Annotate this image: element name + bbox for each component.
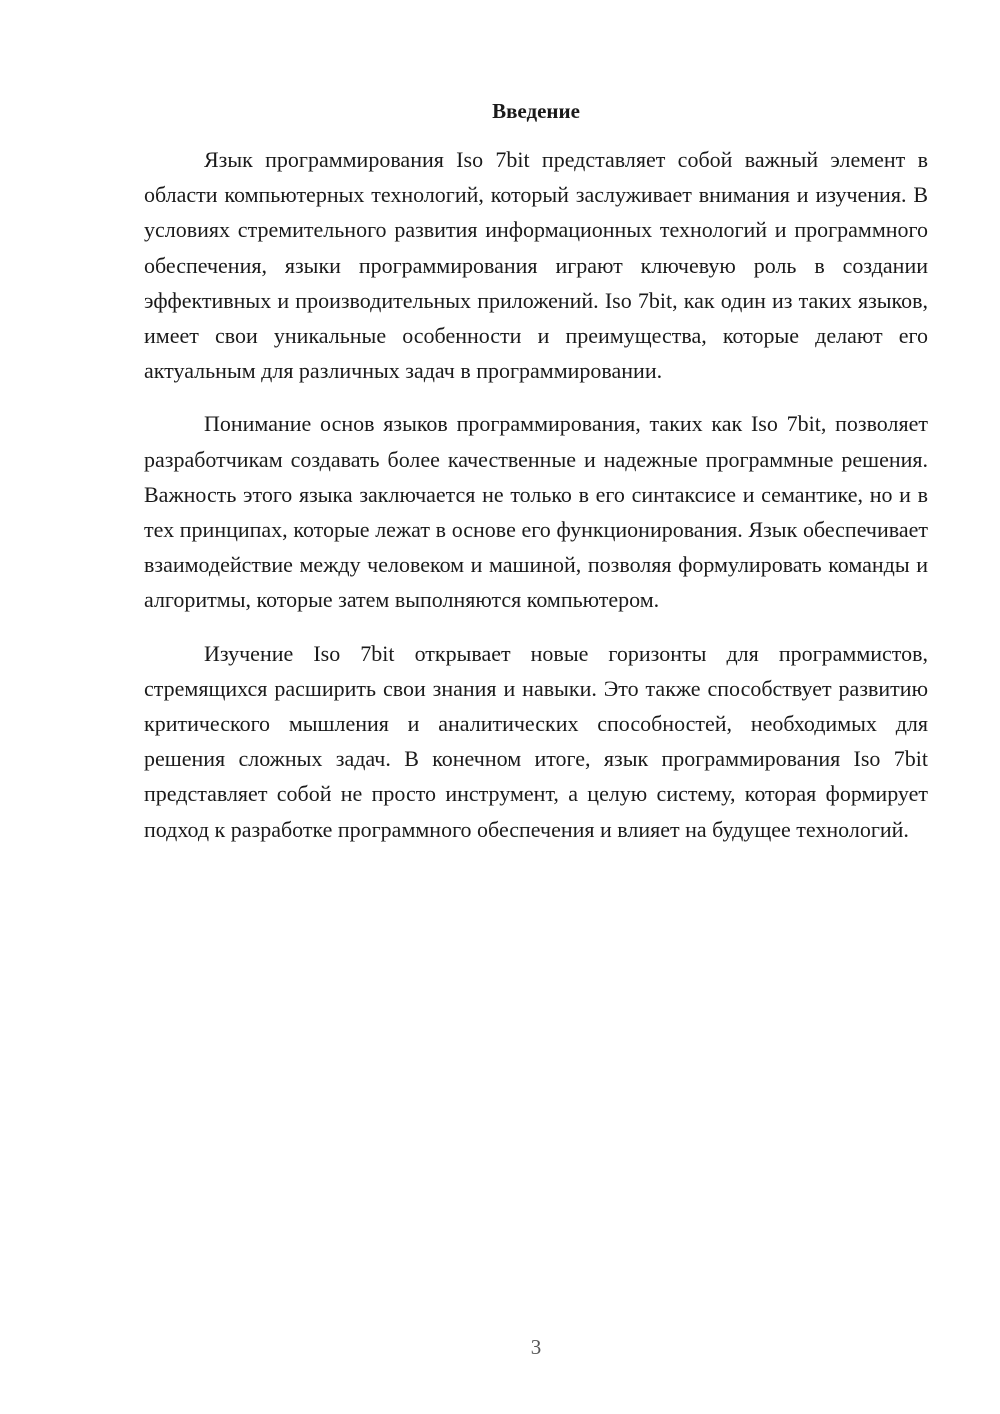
body-text: [144, 142, 928, 865]
paragraph-1: Язык программирования Iso 7bit представляет собой важный элемент в области компьютерных технологий, который заслуживает внимания и изучения. В условиях стремительного развития информационных технологий и программного обеспечения, языки программирования играют ключевую роль в создании эффективных и производительных приложений. Iso 7bit, как один из таких языков, имеет свои уникальные особенности и преимущества, которые делают его актуальным для различных задач в программировании.: [144, 147, 928, 384]
page-title: Введение: [492, 99, 580, 123]
paragraph-2: Понимание основ языков программирования, таких как Iso 7bit, позволяет разработчикам создавать более качественные и надежные программные решения. Важность этого языка заключается не только в его синтаксисе и семантике, но и в тех принципах, которые лежат в основе его функционирования. Язык обеспечивает взаимодействие между человеком и машиной, позволяя формулировать команды и алгоритмы, которые затем выполняются компьютером.: [144, 411, 928, 613]
paragraph-3: Изучение Iso 7bit открывает новые горизонты для программистов, стремящихся расширить свои знания и навыки. Это также способствует развитию критического мышления и аналитических способностей, необходимых для решения сложных задач. В конечном итоге, язык программирования Iso 7bit представляет собой не просто инструмент, а целую систему, которая формирует подход к разработке программного обеспечения и влияет на будущее технологий.: [144, 640, 928, 842]
page-number: 3: [530, 1335, 542, 1359]
